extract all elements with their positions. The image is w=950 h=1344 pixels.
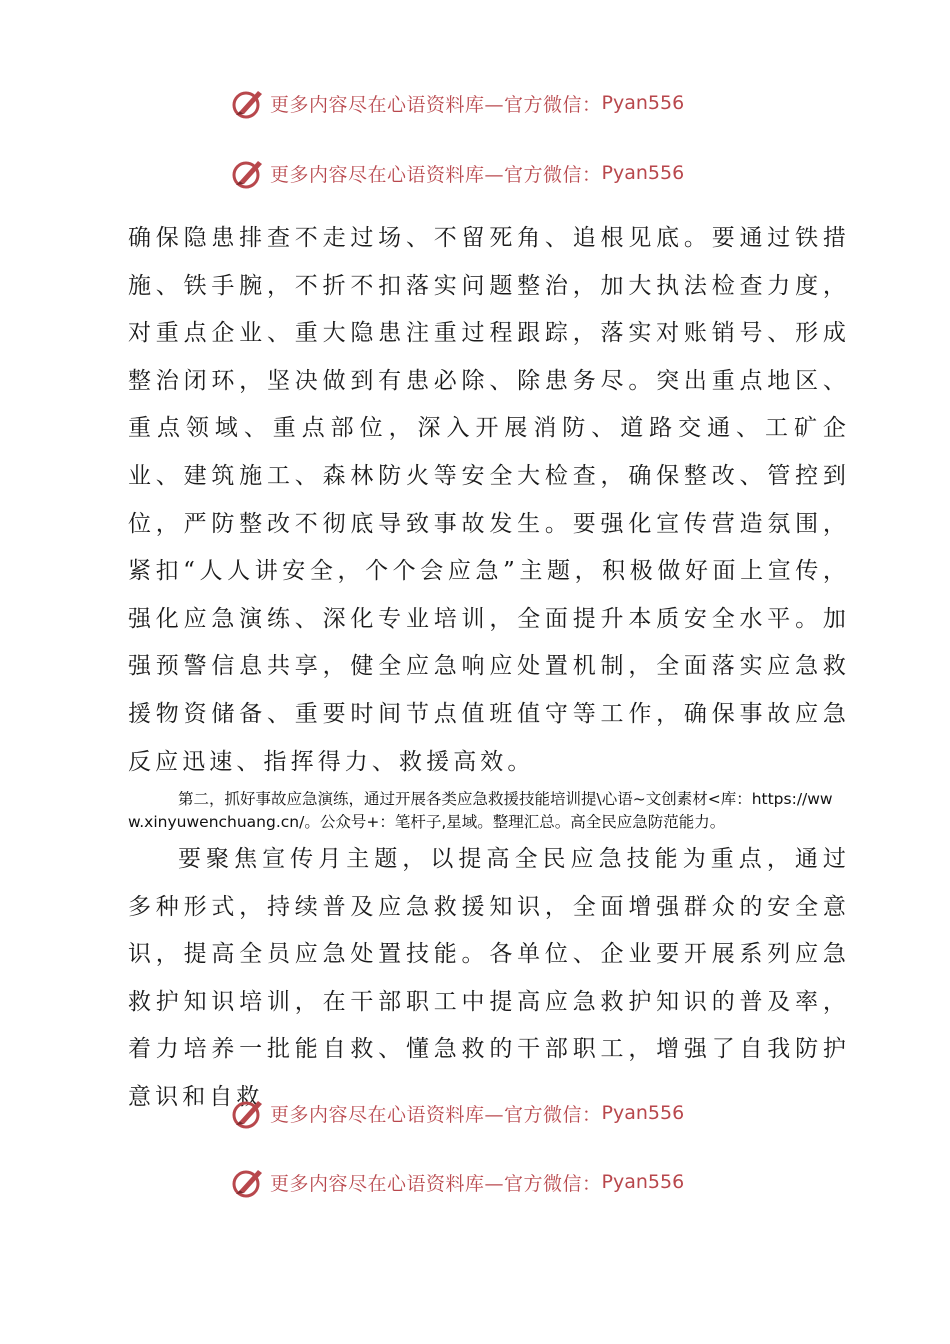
watermark-text: 更多内容尽在心语资料库—官方微信：	[270, 93, 602, 116]
section-heading-2: 第二，抓好事故应急演练，通过开展各类应急救援技能培训提\心语~文创素材<库：https://www.xinyuwenchuang.cn/。公众号+：笔杆子,星域。整理汇总。高全民应急防范能力。	[128, 790, 833, 831]
watermark-handle: Pyan556	[601, 1171, 685, 1193]
watermark-banner	[230, 153, 684, 193]
watermark-banner	[230, 83, 684, 123]
pen-logo-icon	[230, 85, 266, 121]
watermark-text: 更多内容尽在心语资料库—官方微信：	[270, 1172, 602, 1195]
pen-logo-icon	[230, 155, 266, 191]
body-paragraph-1: 确保隐患排查不走过场、不留死角、追根见底。要通过铁措施、铁手腕，不折不扣落实问题整治，加大执法检查力度，对重点企业、重大隐患注重过程跟踪，落实对账销号、形成整治闭环，坚决做到有患必除、除患务尽。突出重点地区、重点领域、重点部位，深入开展消防、道路交通、工矿企业、建筑施工、森林防火等安全大检查，确保整改、管控到位，严防整改不彻底导致事故发生。要强化宣传营造氛围，紧扣“人人讲安全，个个会应急”主题，积极做好面上宣传，强化应急演练、深化专业培训，全面提升本质安全水平。加强预警信息共享，健全应急响应处置机制，全面落实应急救援物资储备、重要时间节点值班值守等工作，确保事故应急反应迅速、指挥得力、救援高效。	[128, 225, 850, 775]
watermark-handle: Pyan556	[601, 92, 685, 114]
watermark-banner	[230, 1162, 684, 1202]
watermark-text: 更多内容尽在心语资料库—官方微信：	[270, 1103, 602, 1126]
body-paragraph-2: 要聚焦宣传月主题，以提高全民应急技能为重点，通过多种形式，持续普及应急救援知识，全面增强群众的安全意识，提高全员应急处置技能。各单位、企业要开展系列应急救护知识培训，在干部职工中提高应急救护知识的普及率，着力培养一批能自救、懂急救的干部职工，增强了自我防护意识和自救	[128, 846, 850, 1110]
watermark-handle: Pyan556	[601, 162, 685, 184]
pen-logo-icon	[230, 1164, 266, 1200]
watermark-text: 更多内容尽在心语资料库—官方微信：	[270, 163, 602, 186]
watermark-banner	[230, 1093, 684, 1133]
watermark-handle: Pyan556	[601, 1102, 685, 1124]
pen-logo-icon	[230, 1095, 266, 1131]
